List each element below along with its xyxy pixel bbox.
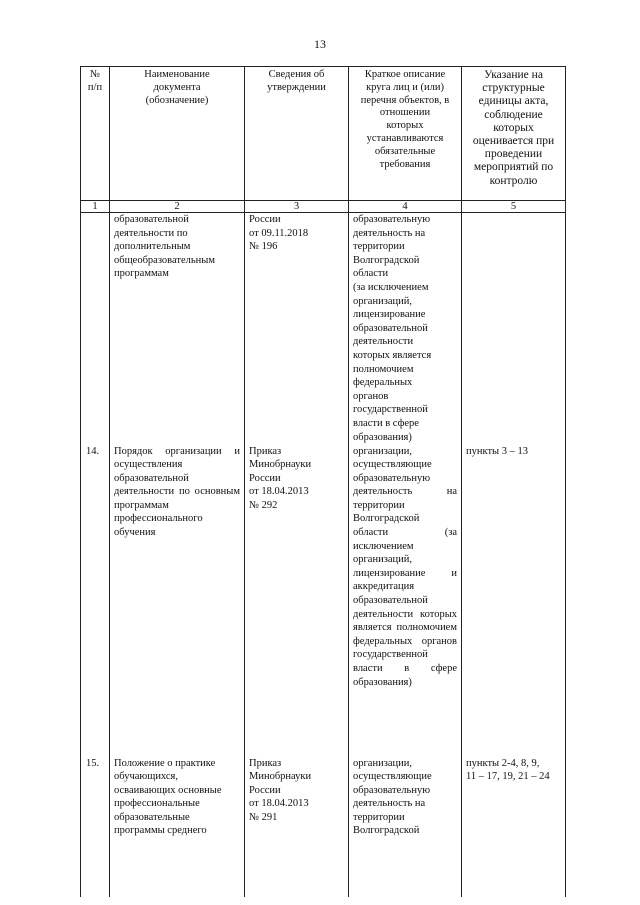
approval-info: Приказ Минобрнауки России от 18.04.2013 № 292: [245, 445, 349, 757]
scope-description: организации, осуществляющие образовательную деятельность на территории Волгоградской области (за исключением организаций, лицензирование и аккредитация образовательной деятельности которых является полномочием федеральных органов государственной власти в сфере образования): [349, 445, 462, 757]
column-number: 4: [349, 201, 462, 213]
table-row: [81, 445, 566, 757]
table-row: [81, 213, 566, 445]
column-number-row: [81, 201, 566, 213]
document-name: Положение о практике обучающихся, осваивающих основные профессиональные образовательные программы среднего: [110, 757, 245, 897]
row-number: 15.: [81, 757, 110, 897]
document-name: образовательной деятельности по дополнительным общеобразовательным программам: [110, 213, 245, 445]
column-number: 3: [245, 201, 349, 213]
page-number: 13: [314, 37, 326, 51]
scope-description: организации, осуществляющие образовательную деятельность на территории Волгоградской: [349, 757, 462, 897]
approval-info: России от 09.11.2018 № 196: [245, 213, 349, 445]
document-name: Порядок организации и осуществления образовательной деятельности по основным программам профессионального обучения: [110, 445, 245, 757]
structural-units: [462, 213, 566, 445]
header-document-name: Наименование документа (обозначение): [110, 67, 245, 201]
row-number: 14.: [81, 445, 110, 757]
column-number: 5: [462, 201, 566, 213]
header-structural-units: Указание на структурные единицы акта, соблюдение которых оценивается при проведении мероприятий по контролю: [462, 67, 566, 201]
requirements-table: [80, 66, 566, 897]
header-approval: Сведения об утверждении: [245, 67, 349, 201]
column-number: 1: [81, 201, 110, 213]
scope-description: образовательную деятельность на территории Волгоградской области (за исключением организаций, лицензирование образовательной деятельности которых является полномочием федеральных органов государственной власти в сфере образования): [349, 213, 462, 445]
column-number: 2: [110, 201, 245, 213]
header-number: № п/п: [81, 67, 110, 201]
table-header-row: [81, 67, 566, 201]
row-number: [81, 213, 110, 445]
approval-info: Приказ Минобрнауки России от 18.04.2013 № 291: [245, 757, 349, 897]
table-row: [81, 757, 566, 897]
structural-units: пункты 3 – 13: [462, 445, 566, 757]
structural-units: пункты 2-4, 8, 9, 11 – 17, 19, 21 – 24: [462, 757, 566, 897]
header-scope: Краткое описание круга лиц и (или) перечня объектов, в отношении которых устанавливаются обязательные требования: [349, 67, 462, 201]
